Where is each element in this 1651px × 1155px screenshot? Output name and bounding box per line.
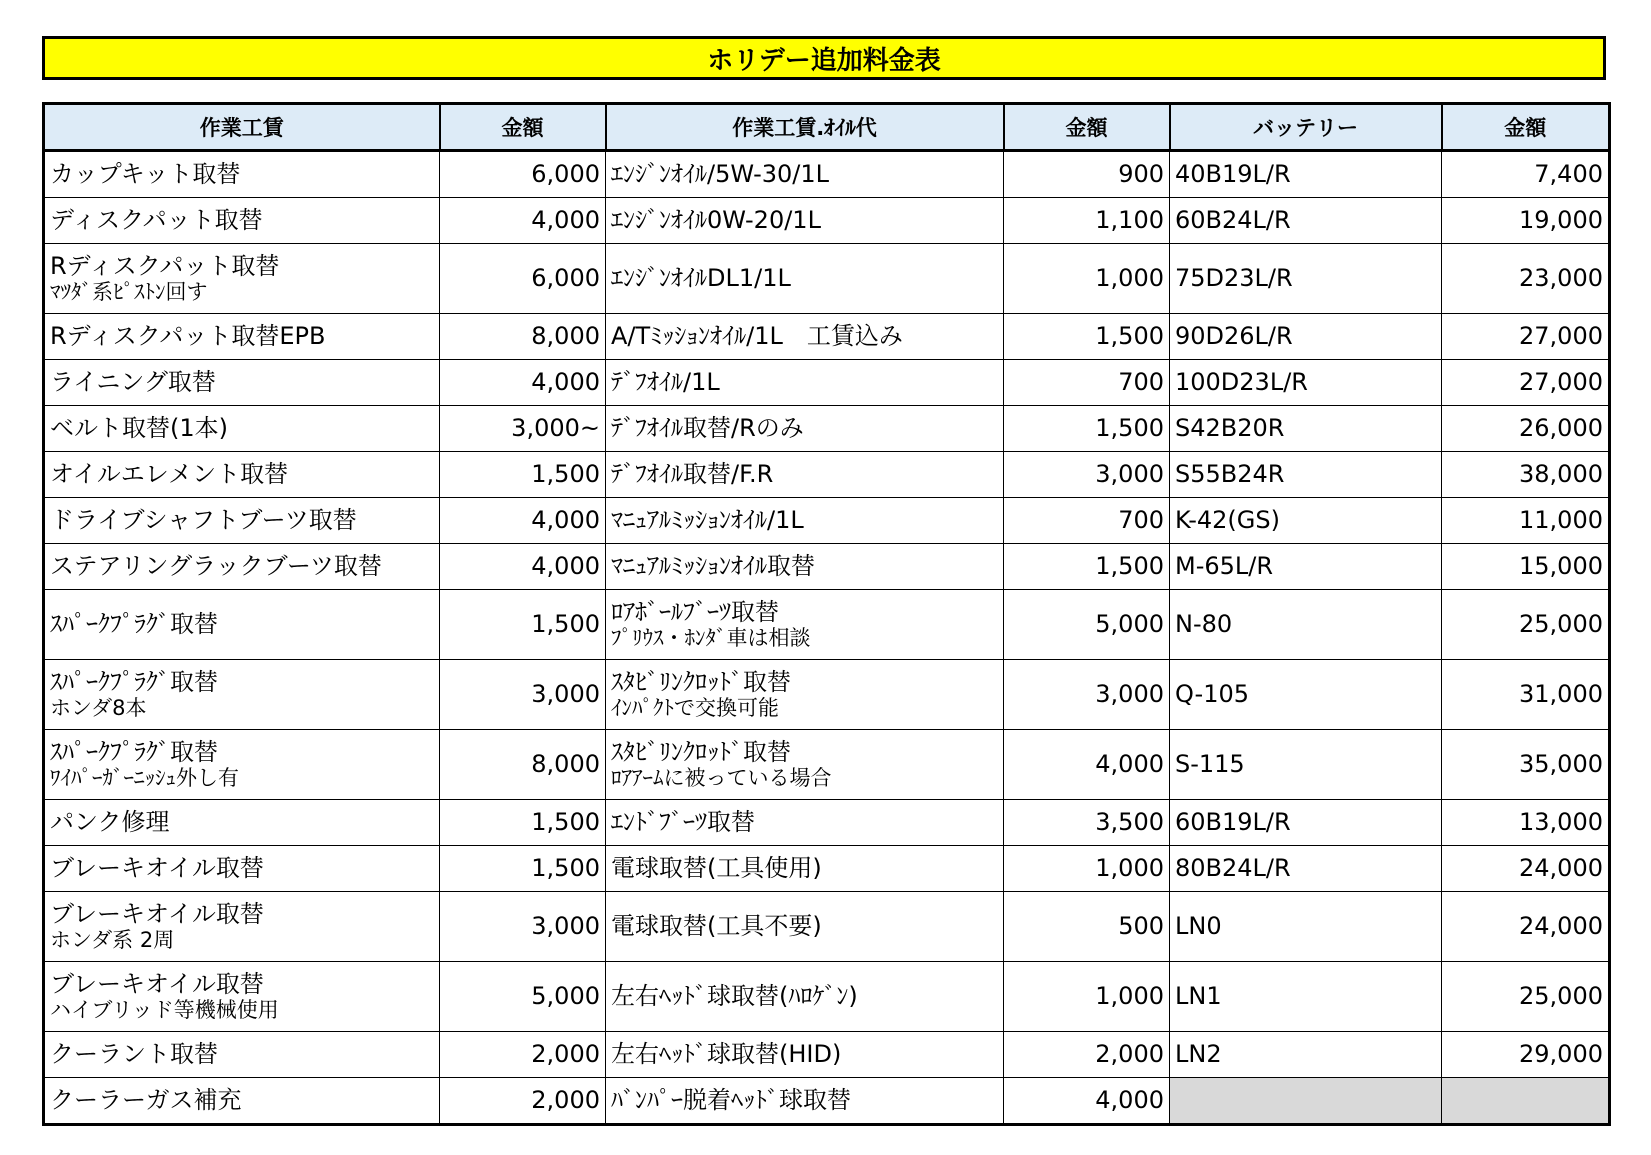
amount-cell: 3,000 <box>440 660 606 730</box>
table-row <box>44 452 1610 498</box>
header-work-oil: 作業工賃.ｵｲﾙ代 <box>606 104 1004 151</box>
work-oil-cell-sub: ﾌﾟﾘｳｽ・ﾎﾝﾀﾞ車は相談 <box>611 626 811 651</box>
work-labor-cell: ベルト取替(1本) <box>44 406 440 452</box>
table-row <box>44 151 1610 198</box>
table-row <box>44 962 1610 1032</box>
amount-cell: 6,000 <box>440 244 606 314</box>
work-labor-cell: パンク修理 <box>44 800 440 846</box>
work-labor-cell: ディスクパット取替 <box>44 198 440 244</box>
work-labor-cell: ライニング取替 <box>44 360 440 406</box>
amount-cell: 1,500 <box>1004 314 1170 360</box>
battery-cell: S55B24R <box>1170 452 1442 498</box>
table-row <box>44 892 1610 962</box>
work-oil-cell: 左右ﾍｯﾄﾞ球取替(ﾊﾛｹﾞﾝ) <box>606 962 1004 1032</box>
header-amount-2: 金額 <box>1004 104 1170 151</box>
table-row <box>44 846 1610 892</box>
amount-cell: 6,000 <box>440 151 606 198</box>
amount-cell: 25,000 <box>1442 590 1610 660</box>
work-labor-cell-sub: ﾏﾂﾀﾞ系ﾋﾟｽﾄﾝ回す <box>50 280 208 305</box>
work-oil-cell: ﾊﾞﾝﾊﾟｰ脱着ﾍｯﾄﾞ球取替 <box>606 1078 1004 1125</box>
work-oil-cell <box>606 590 1004 660</box>
work-oil-cell: ｴﾝﾄﾞﾌﾞｰﾂ取替 <box>606 800 1004 846</box>
battery-cell: 75D23L/R <box>1170 244 1442 314</box>
table-row <box>44 314 1610 360</box>
amount-cell: 2,000 <box>440 1032 606 1078</box>
amount-cell: 11,000 <box>1442 498 1610 544</box>
amount-cell: 7,400 <box>1442 151 1610 198</box>
amount-cell: 1,500 <box>1004 544 1170 590</box>
amount-cell: 27,000 <box>1442 360 1610 406</box>
work-labor-cell: クーラーガス補充 <box>44 1078 440 1125</box>
table-header <box>44 104 1610 151</box>
work-oil-cell: ﾏﾆｭｱﾙﾐｯｼｮﾝｵｲﾙ/1L <box>606 498 1004 544</box>
work-oil-cell-main: ﾛｱﾎﾞｰﾙﾌﾞｰﾂ取替 <box>611 597 779 626</box>
table-row <box>44 544 1610 590</box>
amount-cell: 19,000 <box>1442 198 1610 244</box>
table-row <box>44 1032 1610 1078</box>
amount-cell: 2,000 <box>440 1078 606 1125</box>
amount-cell: 25,000 <box>1442 962 1610 1032</box>
battery-cell: S-115 <box>1170 730 1442 800</box>
amount-cell: 31,000 <box>1442 660 1610 730</box>
work-oil-cell: ｴﾝｼﾞﾝｵｲﾙ/5W-30/1L <box>606 151 1004 198</box>
work-oil-cell: 電球取替(工具不要) <box>606 892 1004 962</box>
work-labor-cell-main: ブレーキオイル取替 <box>50 899 264 928</box>
work-labor-cell <box>44 660 440 730</box>
amount-cell: 1,000 <box>1004 244 1170 314</box>
work-oil-cell: ﾏﾆｭｱﾙﾐｯｼｮﾝｵｲﾙ取替 <box>606 544 1004 590</box>
battery-cell: M-65L/R <box>1170 544 1442 590</box>
battery-cell: 60B19L/R <box>1170 800 1442 846</box>
amount-cell: 500 <box>1004 892 1170 962</box>
amount-cell: 27,000 <box>1442 314 1610 360</box>
work-labor-cell: カップキット取替 <box>44 151 440 198</box>
work-labor-cell: ｽﾊﾟｰｸﾌﾟﾗｸﾞ取替 <box>44 590 440 660</box>
amount-cell: 1,500 <box>440 800 606 846</box>
work-labor-cell: ドライブシャフトブーツ取替 <box>44 498 440 544</box>
work-labor-cell: クーラント取替 <box>44 1032 440 1078</box>
work-labor-cell-sub: ハイブリッド等機械使用 <box>50 998 279 1023</box>
header-work-labor: 作業工賃 <box>44 104 440 151</box>
amount-cell: 3,000 <box>1004 452 1170 498</box>
battery-cell: N-80 <box>1170 590 1442 660</box>
amount-cell: 3,000 <box>440 892 606 962</box>
amount-cell: 1,500 <box>440 452 606 498</box>
battery-cell: LN0 <box>1170 892 1442 962</box>
amount-cell: 4,000 <box>440 498 606 544</box>
battery-cell: 90D26L/R <box>1170 314 1442 360</box>
work-oil-cell: ｴﾝｼﾞﾝｵｲﾙDL1/1L <box>606 244 1004 314</box>
amount-cell: 4,000 <box>1004 1078 1170 1125</box>
header-amount-3: 金額 <box>1442 104 1610 151</box>
amount-cell: 4,000 <box>1004 730 1170 800</box>
amount-cell: 1,000 <box>1004 962 1170 1032</box>
table-row <box>44 360 1610 406</box>
work-oil-cell: ｴﾝｼﾞﾝｵｲﾙ0W-20/1L <box>606 198 1004 244</box>
battery-cell: K-42(GS) <box>1170 498 1442 544</box>
table-body <box>44 151 1610 1125</box>
table-row <box>44 590 1610 660</box>
table-row <box>44 198 1610 244</box>
battery-cell: LN2 <box>1170 1032 1442 1078</box>
amount-cell: 35,000 <box>1442 730 1610 800</box>
work-labor-cell <box>44 730 440 800</box>
work-labor-cell <box>44 892 440 962</box>
battery-cell: 80B24L/R <box>1170 846 1442 892</box>
battery-cell: 100D23L/R <box>1170 360 1442 406</box>
work-oil-cell: ﾃﾞﾌｵｲﾙ取替/F.R <box>606 452 1004 498</box>
work-oil-cell: A/Tﾐｯｼｮﾝｵｲﾙ/1L 工賃込み <box>606 314 1004 360</box>
table-row <box>44 800 1610 846</box>
table-row <box>44 244 1610 314</box>
table-row <box>44 660 1610 730</box>
work-labor-cell: ブレーキオイル取替 <box>44 846 440 892</box>
amount-cell: 13,000 <box>1442 800 1610 846</box>
battery-cell: 60B24L/R <box>1170 198 1442 244</box>
table-row <box>44 498 1610 544</box>
work-labor-cell <box>44 962 440 1032</box>
table-row <box>44 406 1610 452</box>
amount-cell: 900 <box>1004 151 1170 198</box>
work-labor-cell-main: ｽﾊﾟｰｸﾌﾟﾗｸﾞ取替 <box>50 667 218 696</box>
table-row <box>44 730 1610 800</box>
battery-cell: S42B20R <box>1170 406 1442 452</box>
amount-cell: 24,000 <box>1442 846 1610 892</box>
work-labor-cell: Rディスクパット取替EPB <box>44 314 440 360</box>
work-labor-cell-main: Rディスクパット取替 <box>50 251 280 280</box>
battery-cell: 40B19L/R <box>1170 151 1442 198</box>
amount-cell: 29,000 <box>1442 1032 1610 1078</box>
amount-cell: 38,000 <box>1442 452 1610 498</box>
amount-cell: 8,000 <box>440 314 606 360</box>
amount-cell <box>1442 1078 1610 1125</box>
work-labor-cell-sub: ホンダ系 2周 <box>50 928 175 953</box>
work-labor-cell-sub: ﾜｲﾊﾟｰｶﾞｰﾆｯｼｭ外し有 <box>50 766 239 791</box>
amount-cell: 3,000~ <box>440 406 606 452</box>
work-oil-cell: 左右ﾍｯﾄﾞ球取替(HID) <box>606 1032 1004 1078</box>
work-labor-cell-sub: ホンダ8本 <box>50 696 147 721</box>
work-oil-cell: 電球取替(工具使用) <box>606 846 1004 892</box>
work-oil-cell-main: ｽﾀﾋﾞﾘﾝｸﾛｯﾄﾞ取替 <box>611 667 791 696</box>
amount-cell: 1,500 <box>440 590 606 660</box>
amount-cell: 26,000 <box>1442 406 1610 452</box>
work-labor-cell: ステアリングラックブーツ取替 <box>44 544 440 590</box>
amount-cell: 1,100 <box>1004 198 1170 244</box>
work-oil-cell-sub: ｲﾝﾊﾟｸﾄで交換可能 <box>611 696 779 721</box>
amount-cell: 2,000 <box>1004 1032 1170 1078</box>
battery-cell: LN1 <box>1170 962 1442 1032</box>
amount-cell: 4,000 <box>440 360 606 406</box>
amount-cell: 700 <box>1004 360 1170 406</box>
amount-cell: 3,500 <box>1004 800 1170 846</box>
amount-cell: 23,000 <box>1442 244 1610 314</box>
amount-cell: 1,500 <box>1004 406 1170 452</box>
battery-cell: Q-105 <box>1170 660 1442 730</box>
amount-cell: 15,000 <box>1442 544 1610 590</box>
amount-cell: 4,000 <box>440 544 606 590</box>
header-amount-1: 金額 <box>440 104 606 151</box>
work-oil-cell <box>606 660 1004 730</box>
work-labor-cell <box>44 244 440 314</box>
header-battery: バッテリー <box>1170 104 1442 151</box>
amount-cell: 700 <box>1004 498 1170 544</box>
amount-cell: 1,500 <box>440 846 606 892</box>
amount-cell: 3,000 <box>1004 660 1170 730</box>
work-oil-cell: ﾃﾞﾌｵｲﾙ取替/Rのみ <box>606 406 1004 452</box>
page-title: ホリデー追加料金表 <box>42 36 1606 80</box>
amount-cell: 24,000 <box>1442 892 1610 962</box>
price-table <box>42 102 1611 1126</box>
work-oil-cell <box>606 730 1004 800</box>
amount-cell: 5,000 <box>1004 590 1170 660</box>
amount-cell: 5,000 <box>440 962 606 1032</box>
amount-cell: 4,000 <box>440 198 606 244</box>
work-labor-cell-main: ｽﾊﾟｰｸﾌﾟﾗｸﾞ取替 <box>50 737 218 766</box>
work-oil-cell-sub: ﾛｱｱｰﾑに被っている場合 <box>611 766 832 791</box>
work-oil-cell: ﾃﾞﾌｵｲﾙ/1L <box>606 360 1004 406</box>
work-oil-cell-main: ｽﾀﾋﾞﾘﾝｸﾛｯﾄﾞ取替 <box>611 737 791 766</box>
work-labor-cell: オイルエレメント取替 <box>44 452 440 498</box>
amount-cell: 8,000 <box>440 730 606 800</box>
work-labor-cell-main: ブレーキオイル取替 <box>50 969 264 998</box>
amount-cell: 1,000 <box>1004 846 1170 892</box>
table-row <box>44 1078 1610 1125</box>
battery-cell <box>1170 1078 1442 1125</box>
